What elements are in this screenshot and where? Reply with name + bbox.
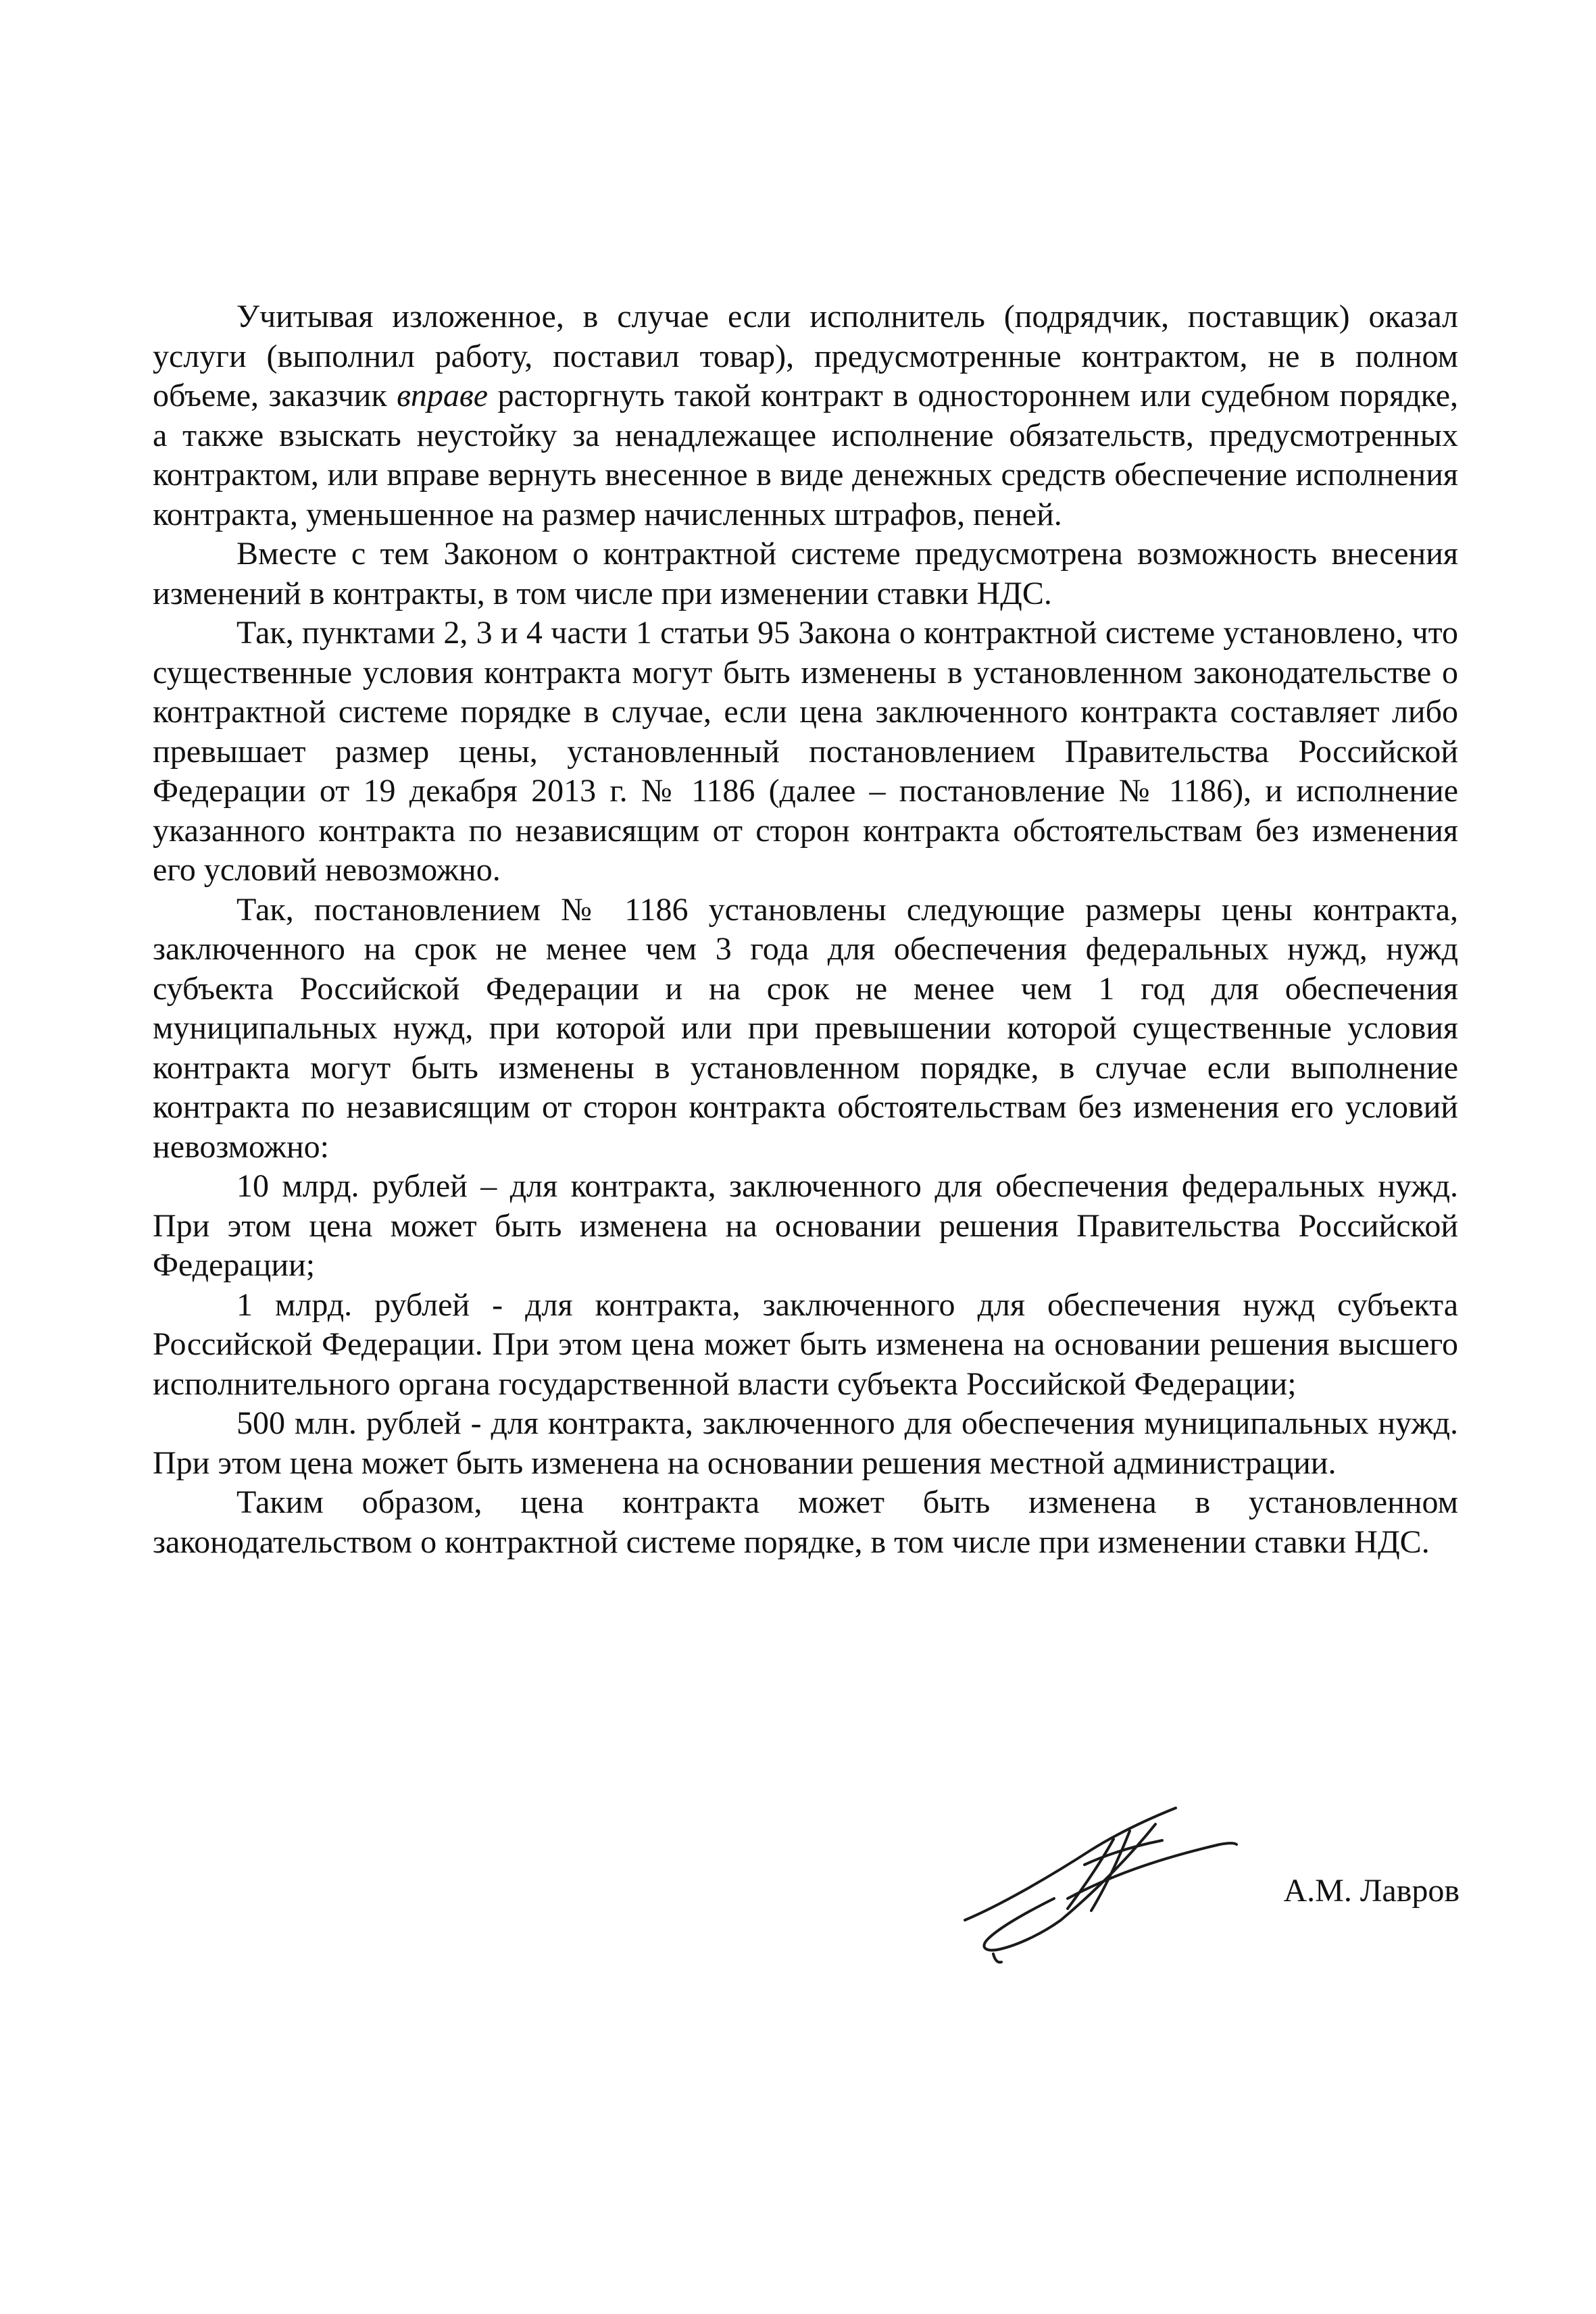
paragraph-1-text-start: Учитывая изложенное, в случае если исполнитель (подрядчик, поставщик) оказал услуги (выполнил работу, поставил товар), предусмотренные контрактом, не в полном объеме, заказчик (153, 299, 1458, 413)
paragraph-1-text-end: расторгнуть такой контракт в одностороннем или судебном порядке, а также взыскать неустойку за ненадлежащее исполнение обязательств, предусмотренных контрактом, или вправе вернуть внесенное в виде денежных средств обеспечение исполнения контракта, уменьшенное на размер начисленных штрафов, пеней. (153, 378, 1458, 532)
paragraph-federal-threshold: 10 млрд. рублей – для контракта, заключенного для обеспечения федеральных нужд. При этом цена может быть изменена на основании решения Правительства Российской Федерации; (153, 1168, 1458, 1283)
paragraph-resolution-1186: Так, постановлением № 1186 установлены следующие размеры цены контракта, заключенного на срок не менее чем 3 года для обеспечения федеральных нужд, нужд субъекта Российской Федерации и на срок не менее чем 1 год для обеспечения муниципальных нужд, при которой или при превышении которой существенные условия контракта могут быть изменены в установленном порядке, в случае если выполнение контракта по независящим от сторон контракта обстоятельствам без изменения его условий невозможно: (153, 891, 1458, 1165)
paragraph-municipal-threshold: 500 млн. рублей - для контракта, заключенного для обеспечения муниципальных нужд. При этом цена может быть изменена на основании решения местной администрации. (153, 1405, 1458, 1481)
letter-body (153, 297, 1458, 1562)
handwritten-signature (953, 1797, 1243, 1966)
signature-block (932, 1797, 1460, 1973)
paragraph-conclusion: Таким образом, цена контракта может быть изменена в установленном законодательством о контрактной системе порядке, в том числе при изменении ставки НДС. (153, 1484, 1458, 1560)
paragraph-contract-changes: Вместе с тем Законом о контрактной системе предусмотрена возможность внесения изменений в контракты, в том числе при изменении ставки НДС. (153, 536, 1458, 611)
signer-name: А.М. Лавров (1283, 1873, 1460, 1909)
paragraph-termination-rights (153, 297, 1458, 534)
paragraph-regional-threshold: 1 млрд. рублей - для контракта, заключенного для обеспечения нужд субъекта Российской Федерации. При этом цена может быть изменена на основании решения высшего исполнительного органа государственной власти субъекта Российской Федерации; (153, 1286, 1458, 1402)
emphasis-vprave: вправе (397, 378, 489, 413)
paragraph-article-95: Так, пунктами 2, 3 и 4 части 1 статьи 95 Закона о контрактной системе установлено, что существенные условия контракта могут быть изменены в установленном законодательстве о контрактной системе порядке в случае, если цена заключенного контракта составляет либо превышает размер цены, установленный постановлением Правительства Российской Федерации от 19 декабря 2013 г. № 1186 (далее – постановление № 1186), и исполнение указанного контракта по независящим от сторон контракта обстоятельствам без изменения его условий невозможно. (153, 615, 1458, 888)
